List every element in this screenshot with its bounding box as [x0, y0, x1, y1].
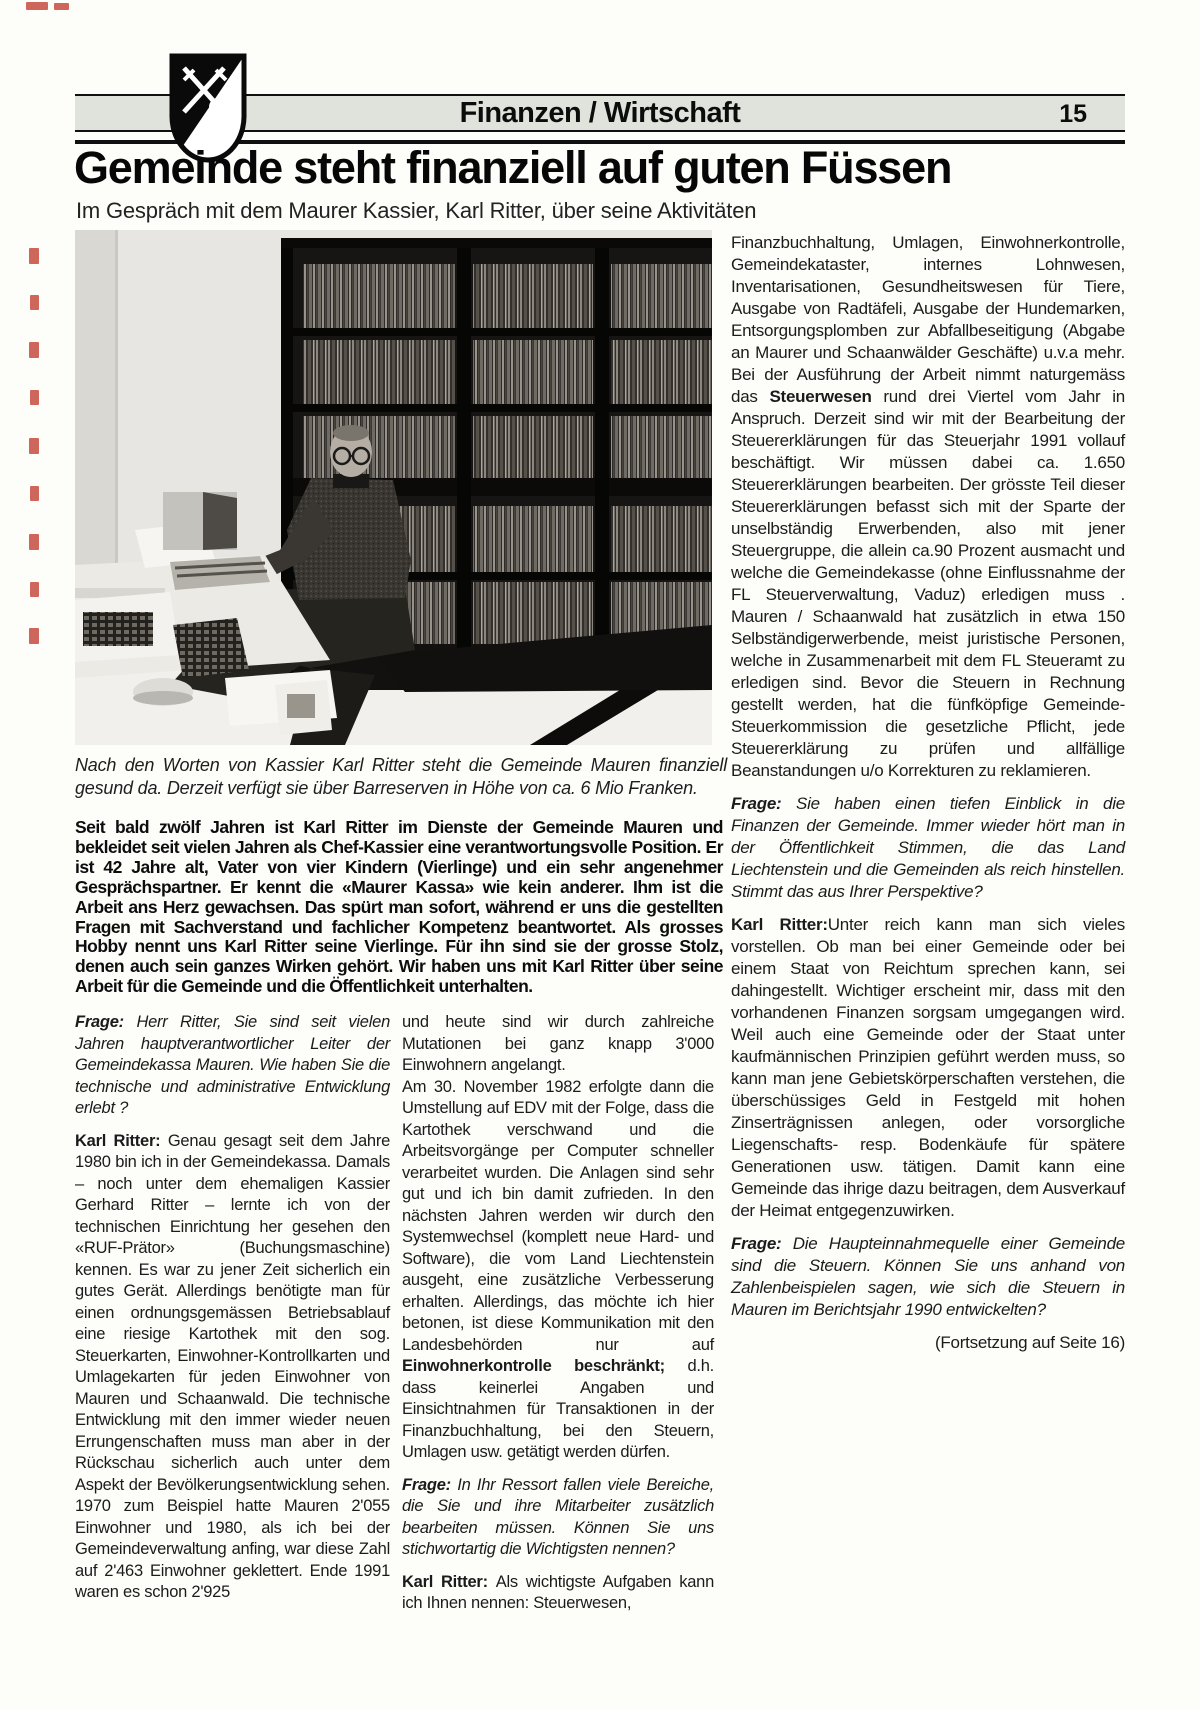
article-paragraph	[731, 914, 1125, 1222]
paragraph-segment: Frage:	[75, 1013, 137, 1031]
subtitle: Im Gespräch mit dem Maurer Kassier, Karl Ritter, über seine Aktivitäten	[76, 198, 757, 223]
registration-mark	[30, 295, 39, 310]
column-left	[75, 1012, 390, 1604]
article-paragraph	[402, 1572, 714, 1615]
paragraph-segment: Herr Ritter, Sie sind seit vielen Jahren hauptverantwortlicher Leiter der Gemeindekassa Mauren. Wie haben Sie die technische und administrative Entwicklung erlebt ?	[75, 1013, 390, 1117]
paragraph-segment: Steuerwesen	[769, 387, 872, 406]
section-title: Finanzen / Wirtschaft	[459, 96, 741, 129]
paragraph-segment: Frage:	[402, 1475, 458, 1494]
paragraph-segment: rund drei Viertel vom Jahr in Anspruch. Derzeit sind wir mit der Bearbeitung der Steuererklärungen für das Steuerjahr 1991 vollauf beschäftigt. Wir müssen dabei ca. 1.650 Steuererklärungen bearbeiten. Der grösste Teil dieser Steuererklärungen befasst sich mit der Sparte der unselbständig Erwerbenden, also mit jener Steuergruppe, die allein ca.90 Prozent ausmacht und welche die Gemeindekasse (ohne Einflussnahme der FL Steuerverwaltung, Vaduz) erledigen muss . Mauren / Schaanwald hat zusätzlich in etwa 150 Selbständigerwerbende, meist juristische Personen, welche in Zusammenarbeit mit dem FL Steueramt zu erledigen sind. Bevor die Steuern in Rechnung gestellt werden, hat die fünfköpfige Gemeinde-Steuerkommission die gesetzliche Pflicht, jede Steuererklärung zu prüfen und allfällige Beanstandungen u/o Korrekturen zu reklamieren.	[731, 387, 1125, 780]
headline: Gemeinde steht finanziell auf guten Füssen	[74, 142, 952, 193]
article-paragraph	[731, 793, 1125, 903]
registration-mark	[30, 390, 39, 405]
paragraph-segment: Frage:	[731, 794, 797, 813]
paragraph-segment: d.h. dass keinerlei Angaben und Einsichtnahmen für Transaktionen in der Finanzbuchhaltung, bei den Steuern, Umlagen usw. getätigt werden dürfen.	[402, 1357, 715, 1461]
article-paragraph	[731, 1332, 1125, 1354]
registration-mark	[29, 438, 39, 454]
paragraph-segment: Karl Ritter:	[731, 915, 828, 934]
article-paragraph	[75, 1131, 390, 1604]
registration-mark	[26, 2, 48, 10]
article-paragraph	[731, 232, 1125, 782]
registration-mark	[54, 3, 69, 10]
paragraph-segment: Genau gesagt seit dem Jahre 1980 bin ich in der Gemeindekassa. Damals – noch unter dem ehemaligen Kassier Gerhard Ritter – lernte ich von der technischen Einrichtung her gesehen den «RUF-Prätor» (Buchungsmaschine) kennen. Es war zu jener Zeit sicherlich ein gutes Gerät. Allerdings benötigte man für einen ordnungsgemässen Betriebsablauf eine riesige Kartothek mit den sog. Steuerkarten, Einwohner-Kontrollkarten und Umlagekarten für jeden Einwohner von Mauren und Schaanwald. Die technische Entwicklung mit den immer wieder neuen Errungenschaften muss man aber in der Rückschau sicherlich auch unter dem Aspekt der Bevölkerungsentwicklung sehen. 1970 zum Beispiel hatte Mauren 2'055 Einwohner und 1980, als ich bei der Gemeindeverwaltung anfing, war diese Zahl auf 2'463 Einwohner geklettert. Ende 1991 waren es schon 2'925	[75, 1131, 390, 1601]
registration-mark	[29, 534, 39, 550]
paragraph-segment: Karl Ritter:	[75, 1131, 168, 1150]
article-paragraph	[402, 1475, 714, 1561]
paragraph-segment: (Fortsetzung auf Seite 16)	[934, 1333, 1125, 1352]
photo-scene	[75, 230, 712, 745]
article-photo	[75, 230, 712, 745]
paragraph-segment: Sie haben einen tiefen Einblick in die Finanzen der Gemeinde. Immer wieder hört man in der Öffentlichkeit Stimmen, die das Land Liechtenstein und die Gemeinden als reich hinstellen. Stimmt das aus Ihrer Perspektive?	[731, 794, 1125, 901]
paragraph-segment: Finanzbuchhaltung, Umlagen, Einwohnerkontrolle, Gemeindekataster, internes Lohnwesen, Inventarisationen, Gesundheitswesen für Tiere, Ausgabe von Radtäfeli, Ausgabe der Hundemarken, Entsorgungsplomben zur Abfallbeseitigung (Abgabe an Maurer und Schaanwälder Geschäfte) u.v.a mehr. Bei der Ausführung der Arbeit nimmt naturgemäss das	[731, 233, 1125, 406]
page-number: 15	[1059, 100, 1087, 128]
paragraph-segment: Einwohnerkontrolle beschränkt;	[402, 1357, 665, 1375]
paragraph-segment: Karl Ritter:	[402, 1572, 496, 1591]
column-right	[731, 232, 1125, 1354]
paragraph-segment: und heute sind wir durch zahlreiche Mutationen bei ganz knapp 3'000 Einwohnern angelangt.	[402, 1013, 714, 1074]
paragraph-segment: In Ihr Ressort fallen viele Bereiche, die Sie und ihre Mitarbeiter zusätzlich bearbeiten müssen. Können Sie uns stichwortartig die Wichtigsten nennen?	[402, 1475, 714, 1558]
registration-mark	[30, 582, 39, 597]
paragraph-segment: Unter reich kann man sich vieles vorstellen. Ob man bei einer Gemeinde oder bei einem Staat von Reichtum sprechen kann, sei dahingestellt. Wichtiger erscheint mir, dass mit den vorhandenen Finanzen sorgsam umgegangen wird. Weil auch eine Gemeinde oder der Staat unter kaufmännischen Prinzipien geführt werden muss, so kann man jene Gebietskörperschaften verstehen, die überschüssiges Geld in Festgeld mit hohen Zinserträgnissen anlegen, oder vorsorgliche Liegenschafts- resp. Bodenkäufe für spätere Generationen usw. tätigen. Damit kann eine Gemeinde das ihrige dazu beitragen, dem Ausverkauf der Heimat entgegenzuwirken.	[731, 915, 1125, 1220]
article-paragraph	[731, 1233, 1125, 1321]
registration-mark	[29, 248, 39, 264]
paragraph-segment: Am 30. November 1982 erfolgte dann die Umstellung auf EDV mit der Folge, dass die Kartothek verschwand und die Arbeitsvorgänge per Computer schneller verarbeitet wurden. Die Anlagen sind sehr gut und ich bin damit zufrieden. In den nächsten Jahren werden wir durch den Systemwechsel (komplett neue Hard- und Software), die vom Land Liechtenstein ausgeht, eine zusätzliche Verbesserung erhalten. Allerdings, das möchte ich hier betonen, ist diese Kommunikation mit den Landesbehörden nur auf	[402, 1077, 714, 1354]
registration-mark	[30, 486, 39, 501]
article-paragraph	[402, 1012, 714, 1077]
paragraph-segment: Als wichtigste Aufgaben kann ich Ihnen nennen: Steuerwesen,	[402, 1572, 714, 1612]
registration-mark	[29, 628, 39, 644]
paragraph-segment: Frage:	[731, 1234, 793, 1253]
paragraph-segment: Die Haupteinnahmequelle einer Gemeinde sind die Steuern. Können Sie uns anhand von Zahlenbeispielen sagen, wie sich die Steuern in Mauren im Berichtsjahr 1990 entwickelten?	[731, 1234, 1125, 1319]
intro-paragraph: Seit bald zwölf Jahren ist Karl Ritter im Dienste der Gemeinde Mauren und bekleidet seit vielen Jahren als Chef-Kassier eine verantwortungsvolle Position. Er ist 42 Jahre alt, Vater von vier Kindern (Vierlinge) und ein sehr angenehmer Gesprächspartner. Er kennt die «Maurer Kassa» wie kein anderer. Ihm ist die Arbeit ans Herz gewachsen. Das spürt man sofort, während er uns die gestellten Fragen mit Sachverstand und fachlicher Kompetenz beantwortet. Als grosses Hobby nennt uns Karl Ritter seine Vierlinge. Für ihn sind sie der grosse Stolz, denen auch sein ganzes Wirken gehört. Wir haben uns mit Karl Ritter über seine Arbeit für die Gemeinde und die Öffentlichkeit unterhalten.	[75, 817, 723, 997]
column-middle	[402, 1012, 714, 1615]
article-paragraph	[75, 1012, 390, 1120]
registration-mark	[29, 342, 39, 358]
article-paragraph	[402, 1077, 714, 1464]
photo-caption: Nach den Worten von Kassier Karl Ritter steht die Gemeinde Mauren finanziell gesund da. Derzeit verfügt sie über Barreserven in Höhe von ca. 6 Mio Franken.	[75, 755, 727, 798]
